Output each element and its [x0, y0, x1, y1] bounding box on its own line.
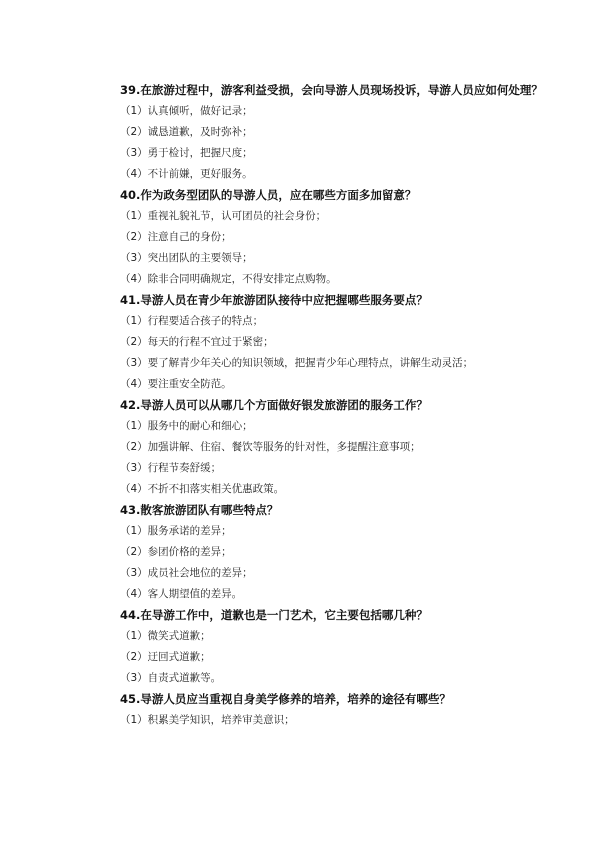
question-heading: 44.在导游工作中，道歉也是一门艺术，它主要包括哪几种？	[120, 608, 428, 622]
qa-block-41	[120, 290, 540, 395]
answer-item: （4）不折不扣落实相关优惠政策。	[120, 483, 285, 495]
qa-block-40	[120, 185, 540, 290]
qa-block-42	[120, 395, 540, 500]
answer-item: （3）自责式道歉等。	[120, 672, 222, 684]
answer-item: （3）成员社会地位的差异；	[120, 567, 253, 579]
answer-item: （3）突出团队的主要领导；	[120, 252, 253, 264]
answer-item: （1）服务承诺的差异；	[120, 525, 232, 537]
answer-item: （2）每天的行程不宜过于紧密；	[120, 336, 274, 348]
question-heading: 39.在旅游过程中，游客利益受损，会向导游人员现场投诉，导游人员应如何处理？	[120, 83, 543, 97]
answer-item: （2）参团价格的差异；	[120, 546, 232, 558]
answer-item: （3）行程节奏舒缓；	[120, 462, 222, 474]
question-heading: 40.作为政务型团队的导游人员，应在哪些方面多加留意？	[120, 188, 417, 202]
answer-item: （1）行程要适合孩子的特点；	[120, 315, 264, 327]
answer-item: （4）除非合同明确规定，不得安排定点购物。	[120, 273, 337, 285]
question-heading: 42.导游人员可以从哪几个方面做好银发旅游团的服务工作？	[120, 398, 428, 412]
qa-block-44	[120, 605, 540, 689]
answer-item: （1）积累美学知识，培养审美意识；	[120, 714, 295, 726]
question-heading: 43.散客旅游团队有哪些特点？	[120, 503, 279, 517]
answer-item: （1）重视礼貌礼节，认可团员的社会身份；	[120, 210, 327, 222]
answer-item: （2）诚恳道歉，及时弥补；	[120, 126, 253, 138]
answer-item: （1）认真倾听，做好记录；	[120, 105, 253, 117]
qa-block-45	[120, 689, 540, 731]
answer-item: （4）客人期望值的差异。	[120, 588, 243, 600]
answer-item: （4）不计前嫌，更好服务。	[120, 168, 253, 180]
answer-item: （2）注意自己的身份；	[120, 231, 232, 243]
answer-item: （2）迂回式道歉；	[120, 651, 211, 663]
qa-block-39	[120, 80, 543, 185]
answer-item: （3）要了解青少年关心的知识领域，把握青少年心理特点，讲解生动灵活；	[120, 357, 474, 369]
answer-item: （2）加强讲解、住宿、餐饮等服务的针对性，多提醒注意事项；	[120, 441, 421, 453]
question-heading: 45.导游人员应当重视自身美学修养的培养，培养的途径有哪些？	[120, 692, 451, 706]
answer-item: （3）勇于检讨，把握尺度；	[120, 147, 253, 159]
answer-item: （1）微笑式道歉；	[120, 630, 211, 642]
qa-block-43	[120, 500, 540, 605]
document-content	[120, 80, 543, 731]
answer-item: （4）要注重安全防范。	[120, 378, 232, 390]
question-heading: 41.导游人员在青少年旅游团队接待中应把握哪些服务要点？	[120, 293, 428, 307]
answer-item: （1）服务中的耐心和细心；	[120, 420, 253, 432]
